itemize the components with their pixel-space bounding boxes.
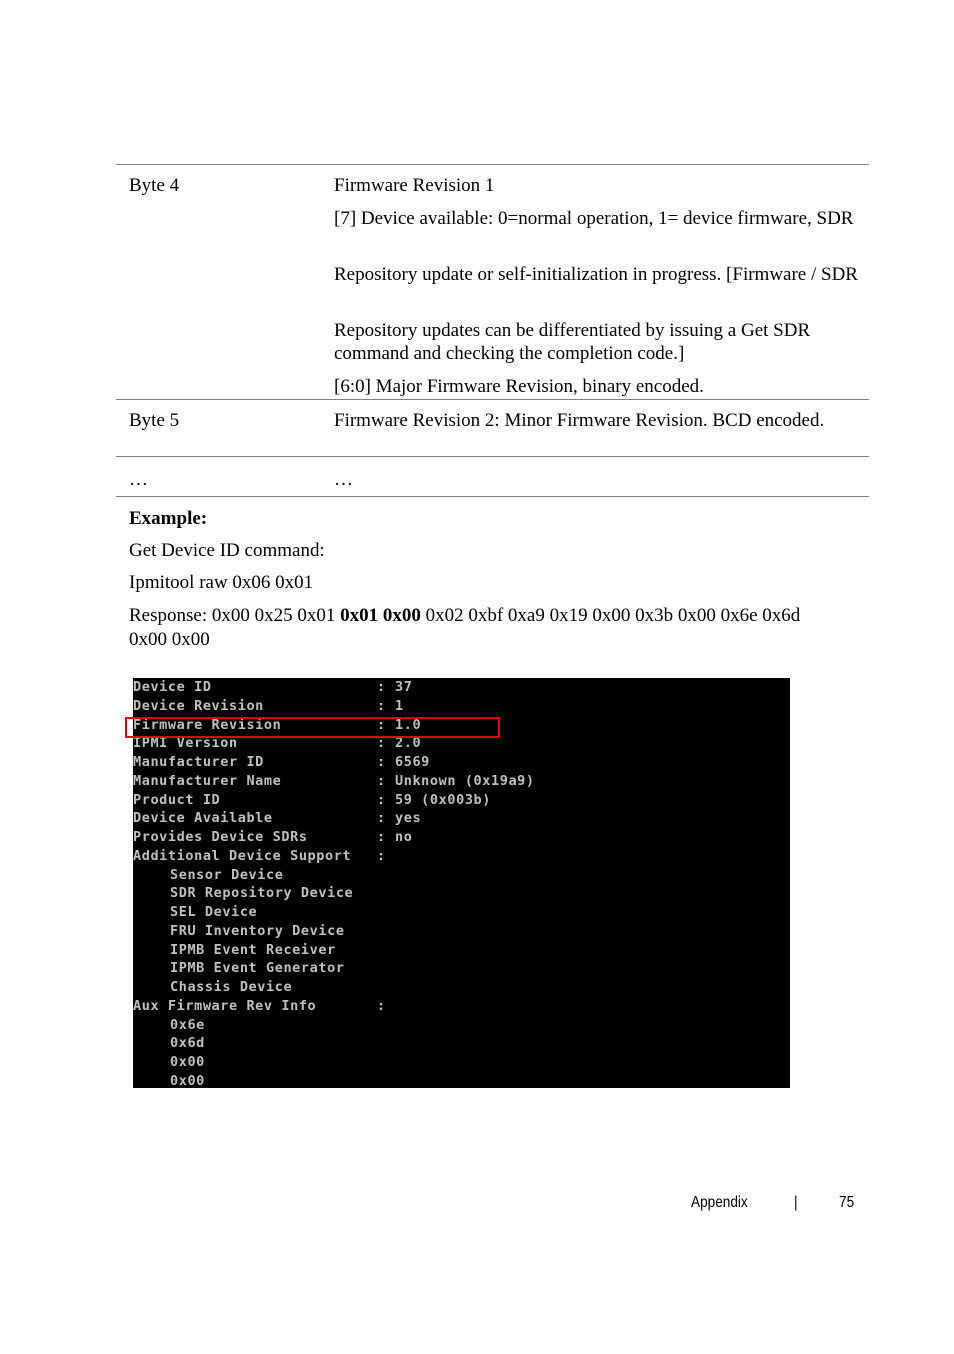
terminal-label: Device Available xyxy=(133,810,273,827)
terminal-subitem: IPMB Event Receiver xyxy=(170,941,336,958)
terminal-colon: : xyxy=(377,697,386,714)
terminal-line xyxy=(133,903,790,922)
table-row-byte4-desc-5: [6:0] Major Firmware Revision, binary encoded. xyxy=(334,376,704,397)
terminal-line xyxy=(133,847,790,866)
terminal-value: no xyxy=(395,829,413,845)
terminal-line xyxy=(133,697,790,716)
terminal-value: 6569 xyxy=(395,754,430,770)
terminal-label: Aux Firmware Rev Info xyxy=(133,997,317,1014)
table-row-byte5-field: Byte 5 xyxy=(129,410,180,431)
terminal-subitem: FRU Inventory Device xyxy=(170,922,345,939)
terminal-colon: : xyxy=(377,997,386,1014)
terminal-label: IPMI Version xyxy=(133,735,238,752)
footer-separator: | xyxy=(794,1194,798,1211)
terminal-line xyxy=(133,997,790,1016)
terminal-line xyxy=(133,866,790,885)
terminal-line xyxy=(133,753,790,772)
terminal-line xyxy=(133,678,790,697)
example-response-prefix: Response: 0x00 0x25 0x01 xyxy=(129,605,341,626)
table-row-byte5-desc: Firmware Revision 2: Minor Firmware Revision. BCD encoded. xyxy=(334,410,825,431)
terminal-line xyxy=(133,1072,790,1088)
terminal-line xyxy=(133,941,790,960)
table-bottom-rule xyxy=(116,496,869,497)
terminal-line xyxy=(133,1034,790,1053)
table-row-ellipsis-field: … xyxy=(129,469,148,490)
table-row-byte4-desc-1: Firmware Revision 1 xyxy=(334,175,495,196)
table-row-divider xyxy=(116,456,869,457)
terminal-value: 1 xyxy=(395,697,404,714)
footer-section-label: Appendix xyxy=(691,1194,748,1211)
terminal-colon: : xyxy=(377,679,386,695)
table-row-byte4-desc-4: Repository updates can be differentiated by issuing a Get SDR command and checking the completion code.] xyxy=(334,320,811,364)
firmware-revision-highlight-box xyxy=(125,717,500,738)
terminal-subitem: Chassis Device xyxy=(170,979,293,995)
example-command: Ipmitool raw 0x06 0x01 xyxy=(129,572,314,593)
footer-page-number: 75 xyxy=(839,1194,855,1211)
terminal-line xyxy=(133,884,790,903)
table-row-byte4-desc-3: Repository update or self-initialization in progress. [Firmware / SDR xyxy=(334,264,858,285)
terminal-subitem: IPMB Event Generator xyxy=(170,960,345,977)
terminal-value: 59 (0x003b) xyxy=(395,791,492,808)
terminal-line xyxy=(133,959,790,978)
terminal-label: Device Revision xyxy=(133,697,264,714)
terminal-label: Additional Device Support xyxy=(133,847,352,864)
example-command-label: Get Device ID command: xyxy=(129,540,325,561)
terminal-colon: : xyxy=(377,772,386,789)
terminal-value: yes xyxy=(395,810,422,827)
terminal-label: Provides Device SDRs xyxy=(133,829,308,845)
table-top-rule xyxy=(116,164,869,165)
terminal-subitem: Sensor Device xyxy=(170,866,284,883)
example-response xyxy=(129,604,829,652)
terminal-colon: : xyxy=(377,735,386,752)
terminal-line xyxy=(133,978,790,997)
terminal-value: 1.0 xyxy=(395,716,422,733)
table-row-byte4-field: Byte 4 xyxy=(129,175,180,196)
terminal-subitem: 0x00 xyxy=(170,1072,205,1088)
terminal-label: Manufacturer Name xyxy=(133,772,282,789)
example-response-bold: 0x01 0x00 xyxy=(340,605,421,626)
terminal-value: 37 xyxy=(395,679,413,695)
terminal-line xyxy=(133,791,790,810)
table-row-divider xyxy=(116,399,869,400)
table-row-byte4-desc-2: [7] Device available: 0=normal operation, 1= device firmware, SDR xyxy=(334,208,854,229)
terminal-line xyxy=(133,922,790,941)
terminal-line xyxy=(133,1016,790,1035)
terminal-colon: : xyxy=(377,791,386,808)
terminal-colon: : xyxy=(377,847,386,864)
terminal-line xyxy=(133,772,790,791)
terminal-subitem: 0x6e xyxy=(170,1016,205,1033)
example-heading: Example: xyxy=(129,508,208,529)
terminal-value: 2.0 xyxy=(395,735,422,752)
terminal-label: Product ID xyxy=(133,791,221,808)
terminal-value: Unknown (0x19a9) xyxy=(395,772,535,789)
terminal-subitem: 0x00 xyxy=(170,1054,205,1070)
terminal-output xyxy=(133,678,790,1088)
terminal-subitem: SEL Device xyxy=(170,904,258,920)
example-response-suffix: 0x02 0xbf 0xa9 0x19 0x00 0x3b 0x00 0x6e 0x6d 0x00 0x00 xyxy=(129,605,801,650)
terminal-line xyxy=(133,1053,790,1072)
terminal-subitem: 0x6d xyxy=(170,1035,205,1052)
terminal-subitem: SDR Repository Device xyxy=(170,885,354,902)
terminal-colon: : xyxy=(377,716,386,733)
terminal-colon: : xyxy=(377,810,386,827)
terminal-label: Manufacturer ID xyxy=(133,754,264,770)
table-row-ellipsis-desc: … xyxy=(334,469,353,490)
terminal-colon: : xyxy=(377,754,386,770)
terminal-colon: : xyxy=(377,829,386,845)
terminal-line xyxy=(133,809,790,828)
terminal-label: Device ID xyxy=(133,679,212,695)
terminal-label: Firmware Revision xyxy=(133,716,282,733)
terminal-line xyxy=(133,828,790,847)
